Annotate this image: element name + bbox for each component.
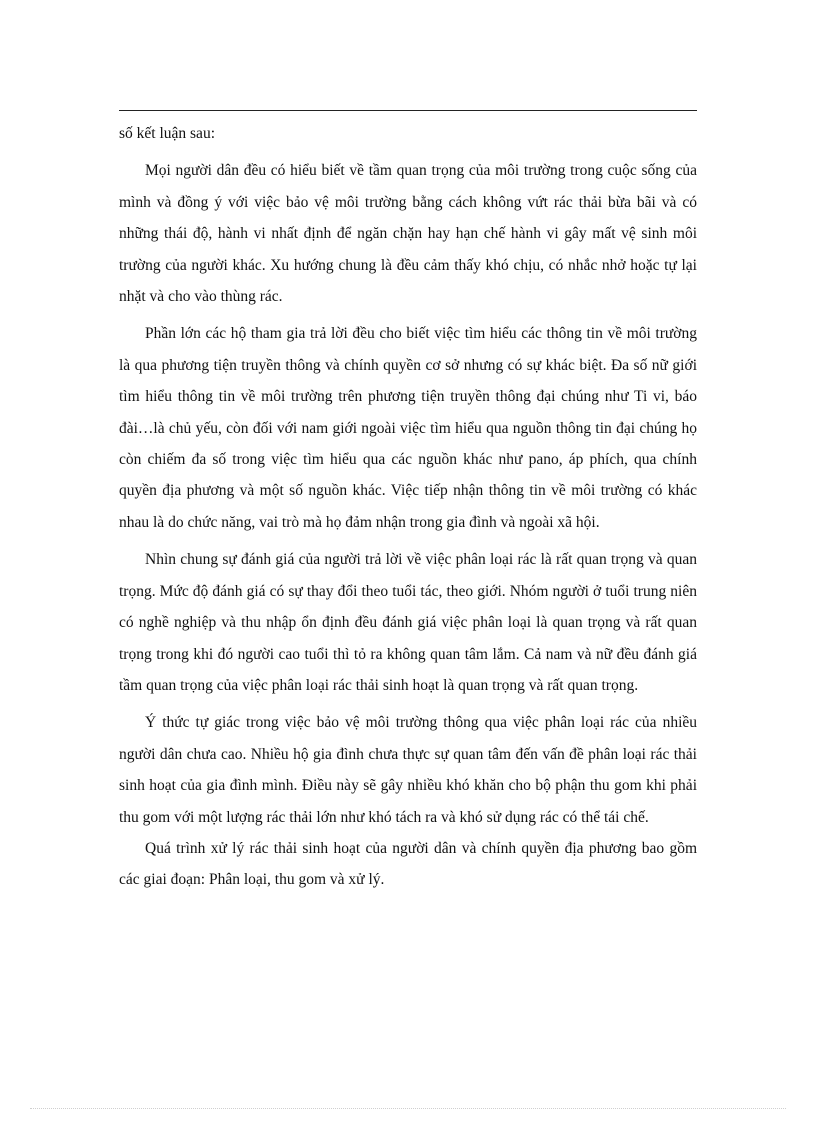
document-body <box>119 118 697 902</box>
paragraph-sorting-evaluation: Nhìn chung sự đánh giá của người trả lời về việc phân loại rác là rất quan trọng và quan trọng. Mức độ đánh giá có sự thay đổi theo tuổi tác, theo giới. Nhóm người ở tuổi trung niên có nghề nghiệp và thu nhập ổn định đều đánh giá việc phân loại là quan trọng và rất quan trọng trong khi đó người cao tuổi thì tỏ ra không quan tâm lắm. Cả nam và nữ đều đánh giá tầm quan trọng của việc phân loại rác thải sinh hoạt là quan trọng và rất quan trọng. <box>119 551 697 694</box>
paragraph-information-sources: Phần lớn các hộ tham gia trả lời đều cho biết việc tìm hiểu các thông tin về môi trường là qua phương tiện truyền thông và chính quyền cơ sở nhưng có sự khác biệt. Đa số nữ giới tìm hiểu thông tin về môi trường trên phương tiện truyền thông đại chúng như Ti vi, báo đài…là chủ yếu, còn đối với nam giới ngoài việc tìm hiểu qua nguồn thông tin đại chúng họ còn chiếm đa số trong việc tìm hiểu qua các nguồn khác như pano, áp phích, qua chính quyền địa phương và một số nguồn khác. Việc tiếp nhận thông tin về môi trường có khác nhau là do chức năng, vai trò mà họ đảm nhận trong gia đình và ngoài xã hội. <box>119 325 697 531</box>
paragraph-awareness: Mọi người dân đều có hiểu biết về tầm quan trọng của môi trường trong cuộc sống của mình và đồng ý với việc bảo vệ môi trường bằng cách không vứt rác thải bừa bãi và có những thái độ, hành vi nhất định để ngăn chặn hay hạn chế hành vi gây mất vệ sinh môi trường của người khác. Xu hướng chung là đều cảm thấy khó chịu, có nhắc nhở hoặc tự lại nhặt và cho vào thùng rác. <box>119 162 697 306</box>
page-bottom-border <box>30 1108 786 1109</box>
paragraph-treatment-process: Quá trình xử lý rác thải sinh hoạt của người dân và chính quyền địa phương bao gồm các giai đoạn: Phân loại, thu gom và xử lý. <box>119 839 697 889</box>
paragraph-self-awareness: Ý thức tự giác trong việc bảo vệ môi trường thông qua việc phân loại rác của nhiều người dân chưa cao. Nhiều hộ gia đình chưa thực sự quan tâm đến vấn đề phân loại rác thải sinh hoạt của gia đình mình. Điều này sẽ gây nhiều khó khăn cho bộ phận thu gom khi phải thu gom với một lượng rác thải lớn như khó tách ra và khó sử dụng rác có thể tái chế. <box>119 714 697 826</box>
header-rule <box>119 110 697 111</box>
paragraph-continuation: số kết luận sau: <box>119 125 215 142</box>
